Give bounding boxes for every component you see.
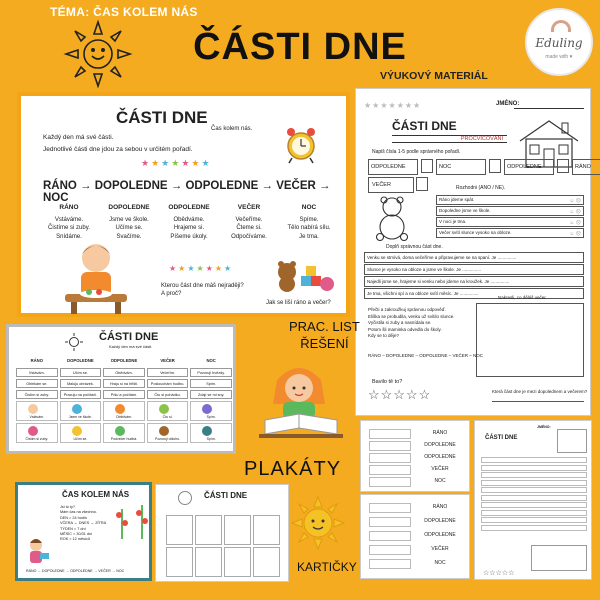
grid-cell[interactable]: [166, 515, 193, 545]
cards-sheet-2: [360, 494, 470, 579]
card-line: [369, 453, 411, 463]
picture-card: [190, 401, 232, 421]
card-label: NOC: [434, 560, 446, 566]
instruction: Doplň správnou část dne.: [386, 244, 443, 250]
column-line: Je tma.: [299, 233, 319, 240]
column-line: Odpočíváme.: [231, 233, 267, 240]
column-line: Učíme se.: [115, 225, 143, 231]
name-label: JMÉNO:: [496, 101, 520, 107]
task-line: Vyčistila si zuby a nasnídala se.: [368, 320, 432, 325]
task-line: Kdy se to děje?: [368, 333, 400, 338]
column-line: Večeříme.: [235, 216, 263, 223]
mini-row: [481, 525, 587, 531]
column-head: VEČER: [237, 204, 261, 211]
statement: Ráno jdeme spát.: [439, 197, 475, 202]
main-title: ČÁSTI DNE: [193, 26, 407, 68]
order-word: VEČER: [368, 177, 414, 193]
poster2-preview: [15, 482, 152, 581]
card-label: RÁNO: [432, 430, 448, 436]
poster2-line: MĚSÍC = 30/31 dní: [60, 532, 93, 537]
order-row: [368, 159, 600, 175]
mini-row: [481, 472, 587, 478]
poster2-line: TÝDEN = 7 dní: [60, 526, 86, 531]
picture-caption: Spím.: [206, 415, 216, 419]
instruction: Rozhodni (ANO / NE).: [456, 185, 506, 191]
sun-icon: [65, 333, 83, 351]
table-header: DOPOLEDNE: [67, 358, 94, 363]
instruction: Napiš čísla 1-5 podle správného pořadí.: [372, 149, 461, 155]
smiley-icon[interactable]: ☺ ☹: [569, 209, 581, 215]
mini-title: ČÁSTI DNE: [485, 435, 518, 441]
name-line: [514, 108, 584, 109]
picture-card: [16, 401, 58, 421]
true-false-row: [436, 217, 584, 227]
column-line: Čteme si.: [236, 225, 262, 231]
grid-cell[interactable]: [195, 515, 222, 545]
picture-card: [147, 401, 189, 421]
task-line: Potom šli maminka odvedla do školy.: [368, 326, 442, 332]
table-row: [16, 390, 232, 399]
picture-row: [16, 423, 232, 443]
worksheet-label: [289, 318, 360, 352]
card-line: [369, 517, 411, 527]
instruction: Nakresli, co děláš večer.: [498, 295, 547, 300]
mini-row: [481, 457, 587, 463]
table-cell: Pozoruji hvězdy.: [190, 368, 232, 377]
smiling-sun-icon: [290, 495, 346, 551]
picture-caption: Vstávám.: [29, 415, 45, 419]
column-line: Svačíme.: [116, 233, 142, 240]
mini-row: [481, 502, 587, 508]
answer-line[interactable]: [492, 401, 584, 402]
column-line: Hrajeme si.: [173, 225, 205, 231]
label-line: PRAC. LIST: [289, 319, 360, 334]
order-number-box[interactable]: [489, 159, 501, 173]
girl-watering-illustration: [22, 537, 52, 569]
poster2-line: ROK = 12 měsíců: [60, 537, 91, 542]
order-word: ODPOLEDNE: [368, 159, 418, 175]
card-label: VEČER: [431, 546, 449, 552]
poster-preview: [17, 92, 350, 317]
subtitle: VÝUKOVÝ MATERIÁL: [380, 70, 488, 82]
cards-sheet-1: [360, 420, 470, 492]
blank-title: ČÁSTI DNE: [204, 491, 248, 500]
poster2-flow: RÁNO → DOPOLEDNE → ODPOLEDNE → VEČER → NOC: [26, 569, 125, 573]
fill-in-row: Je tma, všichni spí a na obloze svítí měsíc. Je ...............: [364, 288, 584, 299]
blank-worksheet-preview: [155, 484, 289, 582]
blank-grid: [166, 515, 280, 577]
fill-in-row: Slunce je vysoko na obloze a jsme ve škole. Je ...............: [364, 264, 584, 275]
column-line: Čistíme si zuby.: [48, 225, 90, 231]
picture-caption: Čtu si.: [162, 415, 173, 419]
question-line: Kterou část dne máš nejraději?: [161, 283, 244, 289]
worksheet-preview: [355, 88, 591, 416]
column: [219, 204, 279, 241]
fill-in-row: Venku se stmívá, doma večeříme a připravujeme se na spaní. Je ...............: [364, 252, 584, 263]
true-false-row: [436, 228, 584, 238]
sun-icon: [62, 18, 134, 90]
statement: Večer svítí slunce vysoko na obloze.: [439, 230, 512, 235]
table-cell: Vstávám.: [16, 368, 58, 377]
picture-card: [147, 423, 189, 443]
table-poster-preview: [6, 324, 236, 454]
card-line: [369, 465, 411, 475]
boy-eating-illustration: [61, 236, 131, 314]
day-parts-flow: RÁNO → DOPOLEDNE → ODPOLEDNE → VEČER → NOC: [43, 180, 331, 204]
column-head: NOC: [301, 204, 317, 211]
answer-options[interactable]: RÁNO – DOPOLEDNE – ODPOLEDNE – VEČER – NOC: [368, 353, 484, 358]
order-word: RÁNO: [572, 159, 600, 175]
tomato-plants-illustration: [114, 499, 150, 541]
table-cell: Čistím si zuby.: [16, 390, 58, 399]
card-label: DOPOLEDNE: [424, 518, 456, 524]
column-line: Píšeme úkoly.: [170, 233, 208, 240]
mini-row: [481, 517, 587, 523]
card-line: [369, 477, 411, 487]
mini-row: [481, 495, 587, 501]
order-number-box[interactable]: [557, 159, 569, 173]
picture-card: [103, 401, 145, 421]
logo-small-text: made with ♥: [545, 54, 573, 60]
mini-row: [481, 465, 587, 471]
label-line: ŘEŠENÍ: [300, 336, 349, 351]
table-cell: Maluju obrázek.: [60, 379, 102, 388]
reading-task: [368, 307, 455, 340]
picture-caption: Jsem ve škole.: [68, 415, 92, 419]
statement: Dopoledne jsme ve škole.: [439, 208, 491, 213]
mini-row: [481, 487, 587, 493]
drawing-box[interactable]: [476, 303, 584, 377]
poster2-line: Mám čas na všechno.: [60, 510, 97, 515]
picture-card: [16, 423, 58, 443]
true-false-row: [436, 195, 584, 205]
poster2-line: DEN = 24 hodin: [60, 515, 87, 520]
drawing-box: [531, 545, 587, 571]
table-cell: Oblékám se.: [16, 379, 58, 388]
table-header: ODPOLEDNE: [110, 358, 138, 363]
picture-row: [16, 401, 232, 421]
table-cell: Spím.: [190, 379, 232, 388]
picture-card: [190, 423, 232, 443]
column-line: Tělo nabírá sílu.: [287, 225, 331, 231]
grid-cell[interactable]: [166, 547, 193, 577]
question: [161, 282, 244, 298]
table-header: RÁNO: [30, 358, 43, 363]
card-line: [369, 531, 411, 541]
column-line: Spíme.: [299, 216, 319, 223]
mini-worksheet-preview: [474, 420, 592, 580]
rating-stars: ☆☆☆☆☆: [483, 570, 515, 577]
picture-card: [103, 423, 145, 443]
poster2-title: ČAS KOLEM NÁS: [62, 490, 130, 499]
rainbow-icon: [551, 20, 571, 32]
table-cell: Učím se.: [60, 368, 102, 377]
table-cell: Čtu si pohádku.: [147, 390, 189, 399]
smiley-icon[interactable]: ☺ ☹: [569, 220, 581, 226]
task-line: Eliška se probudila, venku už svítilo slunce.: [368, 313, 455, 319]
card-label: VEČER: [431, 466, 449, 472]
column-head: DOPOLEDNE: [108, 204, 150, 211]
picture-caption: Čistím si zuby.: [25, 437, 49, 441]
grid-cell[interactable]: [253, 547, 280, 577]
rating-stars[interactable]: ☆☆☆☆☆: [368, 387, 432, 402]
column-line: Vstáváme.: [54, 216, 84, 223]
smiley-icon[interactable]: ☺ ☹: [569, 231, 581, 237]
table-title: ČÁSTI DNE: [99, 331, 159, 343]
true-false-list: [436, 195, 584, 239]
mini-row: [481, 510, 587, 516]
table-cell: Píšu a počítám.: [103, 390, 145, 399]
card-line: [369, 545, 411, 555]
brand-logo: [525, 8, 593, 76]
table-cell: Hraju si na hřišti.: [103, 379, 145, 388]
card-label: NOC: [434, 478, 446, 484]
fill-in-row: Najedli jsme se, hrajeme si venku nebo jdeme na kroužek. Je ...............: [364, 276, 584, 287]
picture-caption: Pozoruji oblohu.: [155, 437, 181, 441]
table-cell: Zdají se mi sny.: [190, 390, 232, 399]
column: [159, 204, 219, 241]
column-line: Obědváme.: [173, 216, 205, 223]
card-line: [369, 503, 411, 513]
table-cell: Obědvám.: [103, 368, 145, 377]
column-head: ODPOLEDNE: [168, 204, 210, 211]
table-sub: Každý den má své části.: [109, 344, 153, 349]
picture-caption: Učím se.: [73, 437, 88, 441]
poster2-line: VČERA ← DNES → ZÍTRA: [60, 521, 107, 526]
alarm-clock-icon: [283, 124, 319, 164]
column-line: Jsme ve škole.: [109, 216, 149, 223]
card-line: [369, 441, 411, 451]
girl-reading-illustration: [255, 360, 347, 440]
question-line: A proč?: [161, 291, 182, 297]
card-label: RÁNO: [432, 504, 448, 510]
toys-illustration: [273, 254, 335, 294]
sun-icon: [178, 491, 192, 505]
question: Jak se liší ráno a večer?: [266, 300, 331, 306]
teddy-bear-icon: [372, 193, 412, 241]
table-grid: [16, 357, 232, 445]
stars-row: ★★★★★★★: [169, 264, 234, 273]
card-label: ODPOLEDNE: [424, 454, 456, 460]
poster-sub: Čas kolem nás.: [211, 126, 253, 132]
table-header: NOC: [206, 358, 216, 363]
column-head: RÁNO: [59, 204, 79, 211]
task-line: Přečti a zakroužkuj správnou odpověď.: [368, 307, 446, 312]
rating-question: Bavilo tě to?: [372, 379, 403, 385]
mini-row: [481, 480, 587, 486]
order-number-box[interactable]: [416, 177, 428, 191]
grid-cell[interactable]: [224, 547, 251, 577]
picture-caption: Obědvám.: [115, 415, 133, 419]
stars-row: ★★★★★★★: [364, 101, 422, 110]
cards-label: KARTIČKY: [297, 560, 357, 574]
picture-caption: Podvečer hudba.: [110, 437, 138, 441]
statement: V noci je tma.: [439, 219, 467, 224]
smiley-icon[interactable]: ☺ ☹: [569, 198, 581, 204]
table-row: [16, 368, 232, 377]
topic-label: TÉMA: ČAS KOLEM NÁS: [50, 5, 198, 19]
poster2-lines: [60, 505, 106, 543]
logo-text: Eduling: [535, 36, 583, 50]
mini-rows: [481, 457, 587, 532]
table-cell: Pracuju na počítači.: [60, 390, 102, 399]
picture-caption: Spím.: [206, 437, 216, 441]
question: Která část dne je mezi dopolednem a večerem?: [492, 389, 588, 394]
fill-in-list: [364, 252, 584, 300]
poster-title: ČÁSTI DNE: [116, 108, 208, 127]
picture-card: [60, 423, 102, 443]
grid-cell[interactable]: [224, 515, 251, 545]
column: [279, 204, 339, 241]
table-header: VEČER: [160, 358, 175, 363]
card-label: DOPOLEDNE: [424, 442, 456, 448]
table-cell: Poslouchám hudbu.: [147, 379, 189, 388]
card-label: ODPOLEDNE: [424, 532, 456, 538]
true-false-row: [436, 206, 584, 216]
order-number-box[interactable]: [421, 159, 433, 173]
card-line: [369, 429, 411, 439]
table-row: [16, 379, 232, 388]
poster2-line: Jsi to ty?: [60, 505, 75, 509]
order-word: NOC: [436, 159, 486, 175]
picture-card: [60, 401, 102, 421]
posters-label: PLAKÁTY: [244, 458, 342, 480]
stars-row: ★★★★★★★: [141, 158, 212, 168]
table-header-row: [16, 357, 232, 366]
grid-cell[interactable]: [253, 515, 280, 545]
house-icon: [557, 429, 587, 453]
column-line: Snídáme.: [56, 233, 82, 240]
sheet-title: ČÁSTI DNE: [392, 119, 457, 133]
order-word: ODPOLEDNE: [504, 159, 554, 175]
poster-line: Jednotlivé části dne jdou za sebou v určitém pořadí.: [43, 146, 193, 153]
table-cell: Večeřím.: [147, 368, 189, 377]
poster-line: Každý den má své části.: [43, 134, 114, 141]
sheet-band: PROCVIČOVÁNÍ: [392, 135, 507, 143]
card-line: [369, 559, 411, 569]
grid-cell[interactable]: [195, 547, 222, 577]
name-label: JMÉNO:: [537, 425, 551, 429]
